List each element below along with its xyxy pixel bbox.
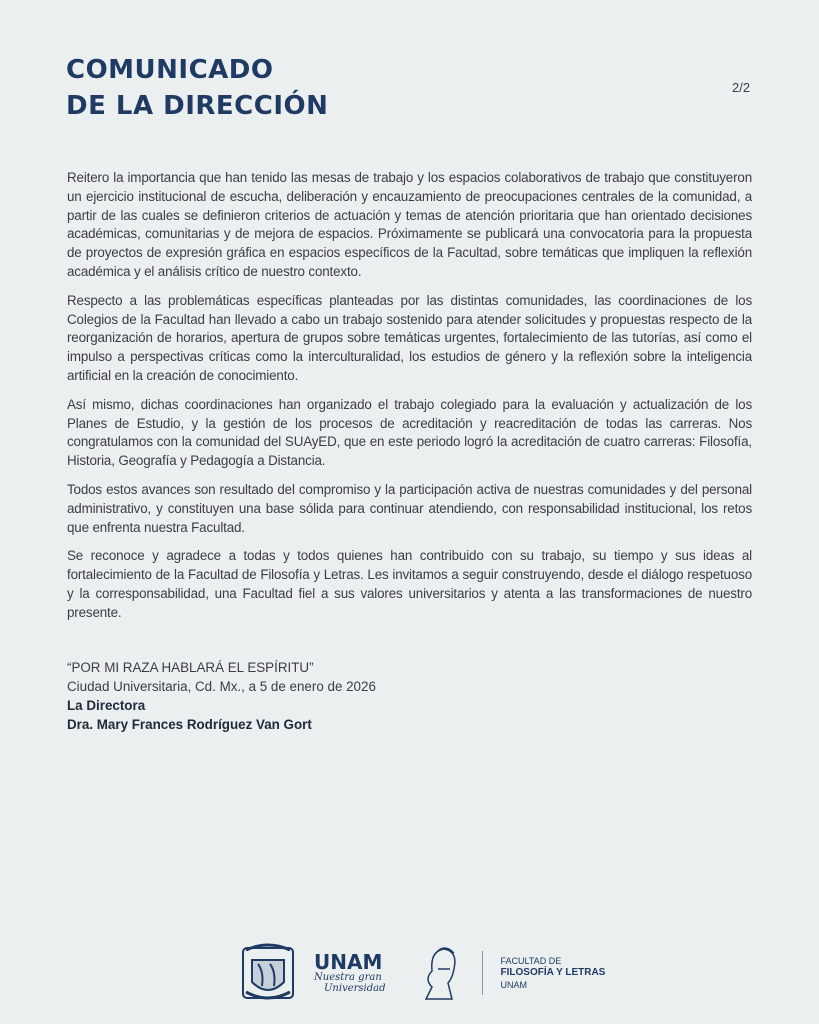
unam-brand	[314, 952, 386, 994]
paragraph: Todos estos avances son resultado del compromiso y la participación activa de nuestras comunidades y del personal administrativo, y constituyen una base sólida para continuar atendiendo, con responsabilidad institucional, los retos que enfrenta nuestra Facultad.	[67, 481, 752, 535]
logo-divider	[482, 951, 483, 995]
unam-tagline-2: Universidad	[324, 983, 386, 994]
place-date: Ciudad Universitaria, Cd. Mx., a 5 de enero de 2026	[67, 679, 376, 694]
footer-logos	[240, 940, 605, 1006]
paragraph: Así mismo, dichas coordinaciones han organizado el trabajo colegiado para la evaluación y actualización de los Planes de Estudio, y la gestión de los procesos de acreditación y reacreditación de todas las carreras. Nos congratulamos con la comunidad del SUAyED, que en este periodo logró la acreditación de cuatro carreras: Filosofía, Historia, Geografía y Pedagogía a Distancia.	[67, 396, 752, 469]
unam-tagline-1: Nuestra gran	[314, 972, 382, 983]
signature-block	[67, 658, 376, 734]
title-line-2: DE LA DIRECCIÓN	[66, 91, 329, 121]
paragraph: Reitero la importancia que han tenido las mesas de trabajo y los espacios colaborativos de trabajo que constituyeron un ejercicio institucional de escucha, deliberación y encauzamiento de preocupaciones centrales de la comunidad, a partir de las cuales se definieron criterios de actuación y temas de atención prioritaria que han orientado decisiones académicas, comunitarias y de mejora de espacios. Próximamente se publicará una convocatoria para la propuesta de proyectos de expresión gráfica en espacios específicos de la Facultad, sobre temáticas que impliquen la reflexión académica y el análisis crítico de nuestro contexto.	[67, 170, 752, 279]
faculty-name	[501, 955, 606, 991]
signer-name: Dra. Mary Frances Rodríguez Van Gort	[67, 717, 312, 732]
unam-shield-logo	[240, 942, 296, 1004]
page-indicator: 2/2	[732, 80, 751, 95]
letter-body	[67, 169, 752, 633]
athena-logo	[418, 943, 464, 1003]
title-line-1: COMUNICADO	[66, 55, 274, 85]
faculty-line-3: UNAM	[500, 980, 528, 990]
faculty-line-2: FILOSOFÍA Y LETRAS	[500, 967, 606, 978]
signer-role: La Directora	[67, 698, 146, 713]
paragraph: Respecto a las problemáticas específicas planteadas por las distintas comunidades, las coordinaciones de los Colegios de la Facultad han llevado a cabo un trabajo sostenido para atender solicitudes y propuestas respecto de la reorganización de horarios, apertura de grupos sobre temáticas urgentes, fortalecimiento de las tutorías, así como el impulso a perspectivas críticas como la interculturalidad, los estudios de género y la reflexión sobre la inteligencia artificial en la creación de conocimiento.	[67, 292, 752, 383]
faculty-line-1: FACULTAD DE	[500, 956, 562, 966]
page-title	[66, 52, 328, 124]
motto: “POR MI RAZA HABLARÁ EL ESPÍRITU”	[67, 660, 314, 675]
unam-wordmark: UNAM	[314, 950, 383, 974]
paragraph: Se reconoce y agradece a todas y todos quienes han contribuido con su trabajo, su tiempo y sus ideas al fortalecimiento de la Facultad de Filosofía y Letras. Les invitamos a seguir construyendo, desde el diálogo respetuoso y la corresponsabilidad, una Facultad fiel a sus valores universitarios y atenta a las transformaciones de nuestro presente.	[67, 548, 752, 620]
